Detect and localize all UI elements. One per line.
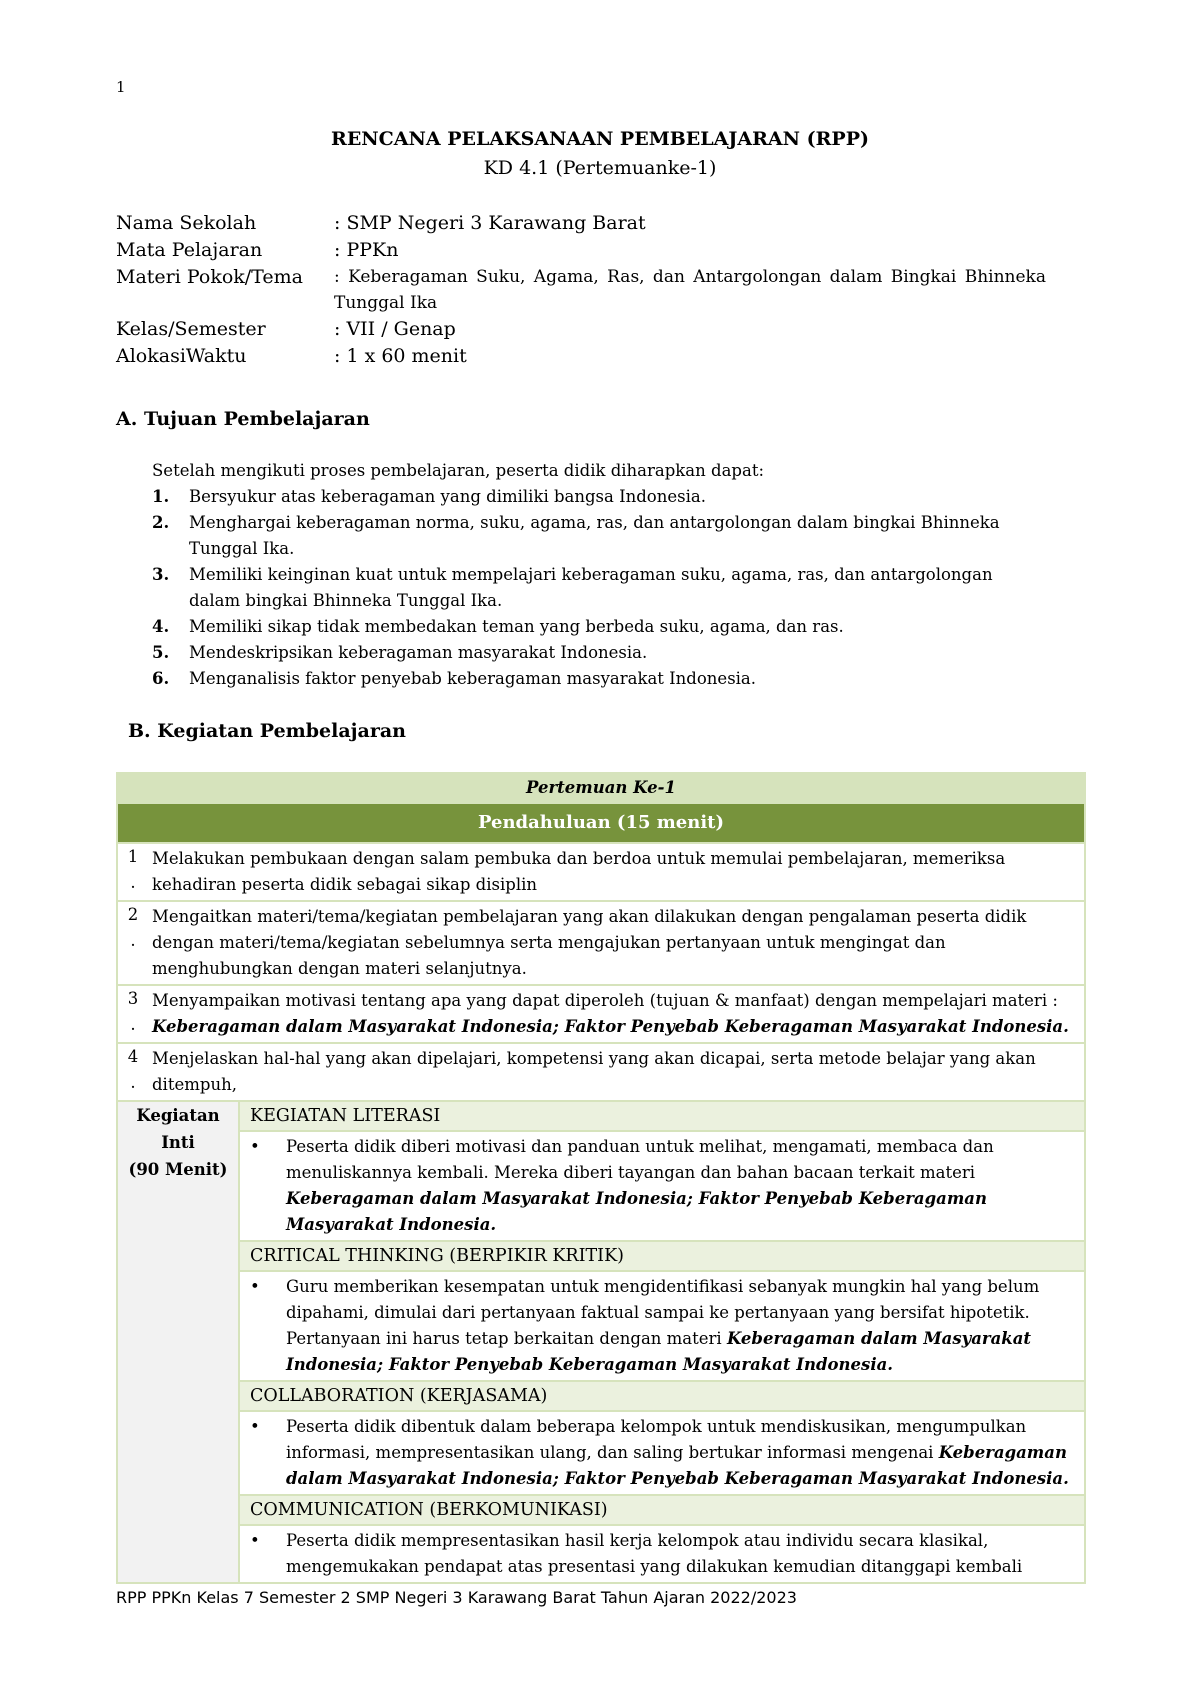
info-label: Nama Sekolah	[116, 212, 257, 234]
item-text: Menghargai keberagaman norma, suku, agama, ras, dan antargolongan dalam bingkai Bhinneka Tunggal Ika.	[189, 513, 1000, 558]
collaboration-text	[286, 1414, 1076, 1492]
critical-thinking-text	[286, 1274, 1076, 1378]
table-row	[117, 1381, 1085, 1411]
list-item	[152, 666, 1042, 692]
communication-heading: COMMUNICATION (BERKOMUNIKASI)	[239, 1495, 1085, 1525]
table-row	[117, 1101, 1085, 1131]
info-value: : VII / Genap	[334, 318, 456, 340]
item-text: Memiliki keinginan kuat untuk mempelajari keberagaman suku, agama, ras, dan antargolongan dalam bingkai Bhinneka Tunggal Ika.	[189, 565, 993, 610]
info-row	[116, 343, 1046, 370]
list-item	[152, 562, 1042, 614]
kegiatan-inti-label	[117, 1101, 239, 1583]
inti-label-line: (90 Menit)	[128, 1160, 228, 1179]
bullet: •	[250, 1137, 260, 1156]
info-label: Mata Pelajaran	[116, 239, 263, 261]
row-number: 1	[127, 847, 139, 866]
table-row	[117, 1411, 1085, 1495]
row-number: 3	[127, 989, 139, 1008]
bullet: •	[250, 1417, 260, 1436]
table-row	[117, 1525, 1085, 1583]
meeting-header: Pertemuan Ke-1	[117, 773, 1085, 803]
communication-text: Peserta didik mempresentasikan hasil kerja kelompok atau individu secara klasikal, mengemukakan pendapat atas presentasi yang dilakukan kemudian ditanggapi kembali	[286, 1531, 1023, 1576]
table-row: 3 . Menyampaikan motivasi tentang apa yang dapat diperoleh (tujuan & manfaat) dengan mempelajari materi : Keberagaman dalam Masyarakat Indonesia; Faktor Penyebab Keberagaman Masyarakat Indonesia.	[117, 985, 1085, 1043]
table-row	[117, 1131, 1085, 1241]
emphasis-text: Keberagaman dalam Masyarakat Indonesia; Faktor Penyebab Keberagaman Masyarakat Indonesia.	[286, 1189, 987, 1234]
section-b-heading: B. Kegiatan Pembelajaran	[128, 720, 406, 742]
table-row: 2 . Mengaitkan materi/tema/kegiatan pembelajaran yang akan dilakukan dengan pengalaman peserta didik dengan materi/tema/kegiatan sebelumnya serta mengajukan pertanyaan untuk mengingat dan menghubungkan dengan materi selanjutnya.	[117, 901, 1085, 985]
info-row	[116, 237, 1046, 264]
list-item	[152, 614, 1042, 640]
row-number: 4	[127, 1047, 139, 1066]
row-text-emphasis: Keberagaman dalam Masyarakat Indonesia; Faktor Penyebab Keberagaman Masyarakat Indonesia.	[152, 1017, 1069, 1036]
item-number: 5.	[152, 643, 170, 662]
info-label: Kelas/Semester	[116, 318, 266, 340]
objectives-intro: Setelah mengikuti proses pembelajaran, peserta didik diharapkan dapat:	[152, 461, 765, 480]
inti-label-line: Kegiatan	[136, 1106, 220, 1125]
document-subtitle: KD 4.1 (Pertemuanke-1)	[483, 157, 717, 179]
item-text: Menganalisis faktor penyebab keberagaman masyarakat Indonesia.	[189, 669, 757, 688]
emphasis-text: Keberagaman dalam Masyarakat Indonesia; Faktor Penyebab Keberagaman Masyarakat Indonesia.	[286, 1443, 1069, 1488]
literasi-heading: KEGIATAN LITERASI	[239, 1101, 1085, 1131]
row-text: Mengaitkan materi/tema/kegiatan pembelajaran yang akan dilakukan dengan pengalaman peserta didik dengan materi/tema/kegiatan sebelumnya serta mengajukan pertanyaan untuk mengingat dan menghubungkan dengan materi selanjutnya.	[152, 907, 1027, 978]
list-item	[152, 640, 1042, 666]
item-text: Memiliki sikap tidak membedakan teman yang berbeda suku, agama, dan ras.	[189, 617, 844, 636]
row-text	[148, 986, 1084, 1042]
info-value: : SMP Negeri 3 Karawang Barat	[334, 212, 646, 234]
school-info	[116, 210, 1046, 370]
table-row: 4 . Menjelaskan hal-hal yang akan dipelajari, kompetensi yang akan dicapai, serta metode belajar yang akan ditempuh,	[117, 1043, 1085, 1101]
item-number: 6.	[152, 669, 170, 688]
plain-text: Guru memberikan kesempatan untuk mengidentifikasi sebanyak mungkin hal yang belum dipahami, dimulai dari pertanyaan faktual sampai ke pertanyaan yang bersifat hipotetik. Pertanyaan ini harus tetap berkaitan dengan materi	[286, 1277, 1040, 1348]
info-value: : 1 x 60 menit	[334, 345, 467, 367]
page-number: 1	[116, 78, 126, 96]
item-number: 1.	[152, 487, 170, 506]
collaboration-heading: COLLABORATION (KERJASAMA)	[239, 1381, 1085, 1411]
info-label: AlokasiWaktu	[116, 345, 247, 367]
list-item	[152, 510, 1042, 562]
inti-label-line: Inti	[161, 1133, 195, 1152]
item-number: 4.	[152, 617, 170, 636]
table-row: 1 . Melakukan pembukaan dengan salam pembuka dan berdoa untuk memulai pembelajaran, memeriksa kehadiran peserta didik sebagai sikap disiplin	[117, 843, 1085, 901]
bullet: •	[250, 1531, 260, 1550]
page-footer: RPP PPKn Kelas 7 Semester 2 SMP Negeri 3 Karawang Barat Tahun Ajaran 2022/2023	[116, 1588, 797, 1607]
emphasis-text: Keberagaman dalam Masyarakat Indonesia; Faktor Penyebab Keberagaman Masyarakat Indonesia.	[286, 1329, 1032, 1374]
critical-thinking-heading: CRITICAL THINKING (BERPIKIR KRITIK)	[239, 1241, 1085, 1271]
table-row	[117, 1495, 1085, 1525]
info-row	[116, 264, 1046, 316]
pendahuluan-header: Pendahuluan (15 menit)	[117, 803, 1085, 843]
bullet: •	[250, 1277, 260, 1296]
info-row	[116, 316, 1046, 343]
row-number: 2	[127, 905, 139, 924]
info-row	[116, 210, 1046, 237]
row-text: Menjelaskan hal-hal yang akan dipelajari, kompetensi yang akan dicapai, serta metode belajar yang akan ditempuh,	[152, 1049, 1036, 1094]
info-value: : Keberagaman Suku, Agama, Ras, dan Antargolongan dalam Bingkai Bhinneka Tunggal Ika	[334, 267, 1046, 313]
activity-table	[116, 772, 1086, 1584]
item-text: Mendeskripsikan keberagaman masyarakat Indonesia.	[189, 643, 648, 662]
section-a-heading: A. Tujuan Pembelajaran	[116, 408, 370, 430]
row-text-plain: Menyampaikan motivasi tentang apa yang dapat diperoleh (tujuan & manfaat) dengan mempelajari materi :	[152, 991, 1058, 1010]
objectives-list	[152, 484, 1042, 692]
document-title: RENCANA PELAKSANAAN PEMBELAJARAN (RPP)	[331, 128, 869, 150]
info-value: : PPKn	[334, 239, 399, 261]
plain-text: Peserta didik dibentuk dalam beberapa kelompok untuk mendiskusikan, mengumpulkan informasi, mempresentasikan ulang, dan saling bertukar informasi mengenai	[286, 1417, 1027, 1462]
item-text: Bersyukur atas keberagaman yang dimiliki bangsa Indonesia.	[189, 487, 706, 506]
row-text: Melakukan pembukaan dengan salam pembuka dan berdoa untuk memulai pembelajaran, memeriksa kehadiran peserta didik sebagai sikap disiplin	[152, 849, 1006, 894]
plain-text: Peserta didik diberi motivasi dan panduan untuk melihat, mengamati, membaca dan menuliskannya kembali. Mereka diberi tayangan dan bahan bacaan terkait materi	[286, 1137, 994, 1182]
literasi-text	[286, 1134, 1076, 1238]
table-row	[117, 1241, 1085, 1271]
table-row	[117, 1271, 1085, 1381]
item-number: 2.	[152, 513, 170, 532]
info-label: Materi Pokok/Tema	[116, 266, 303, 288]
list-item	[152, 484, 1042, 510]
item-number: 3.	[152, 565, 170, 584]
